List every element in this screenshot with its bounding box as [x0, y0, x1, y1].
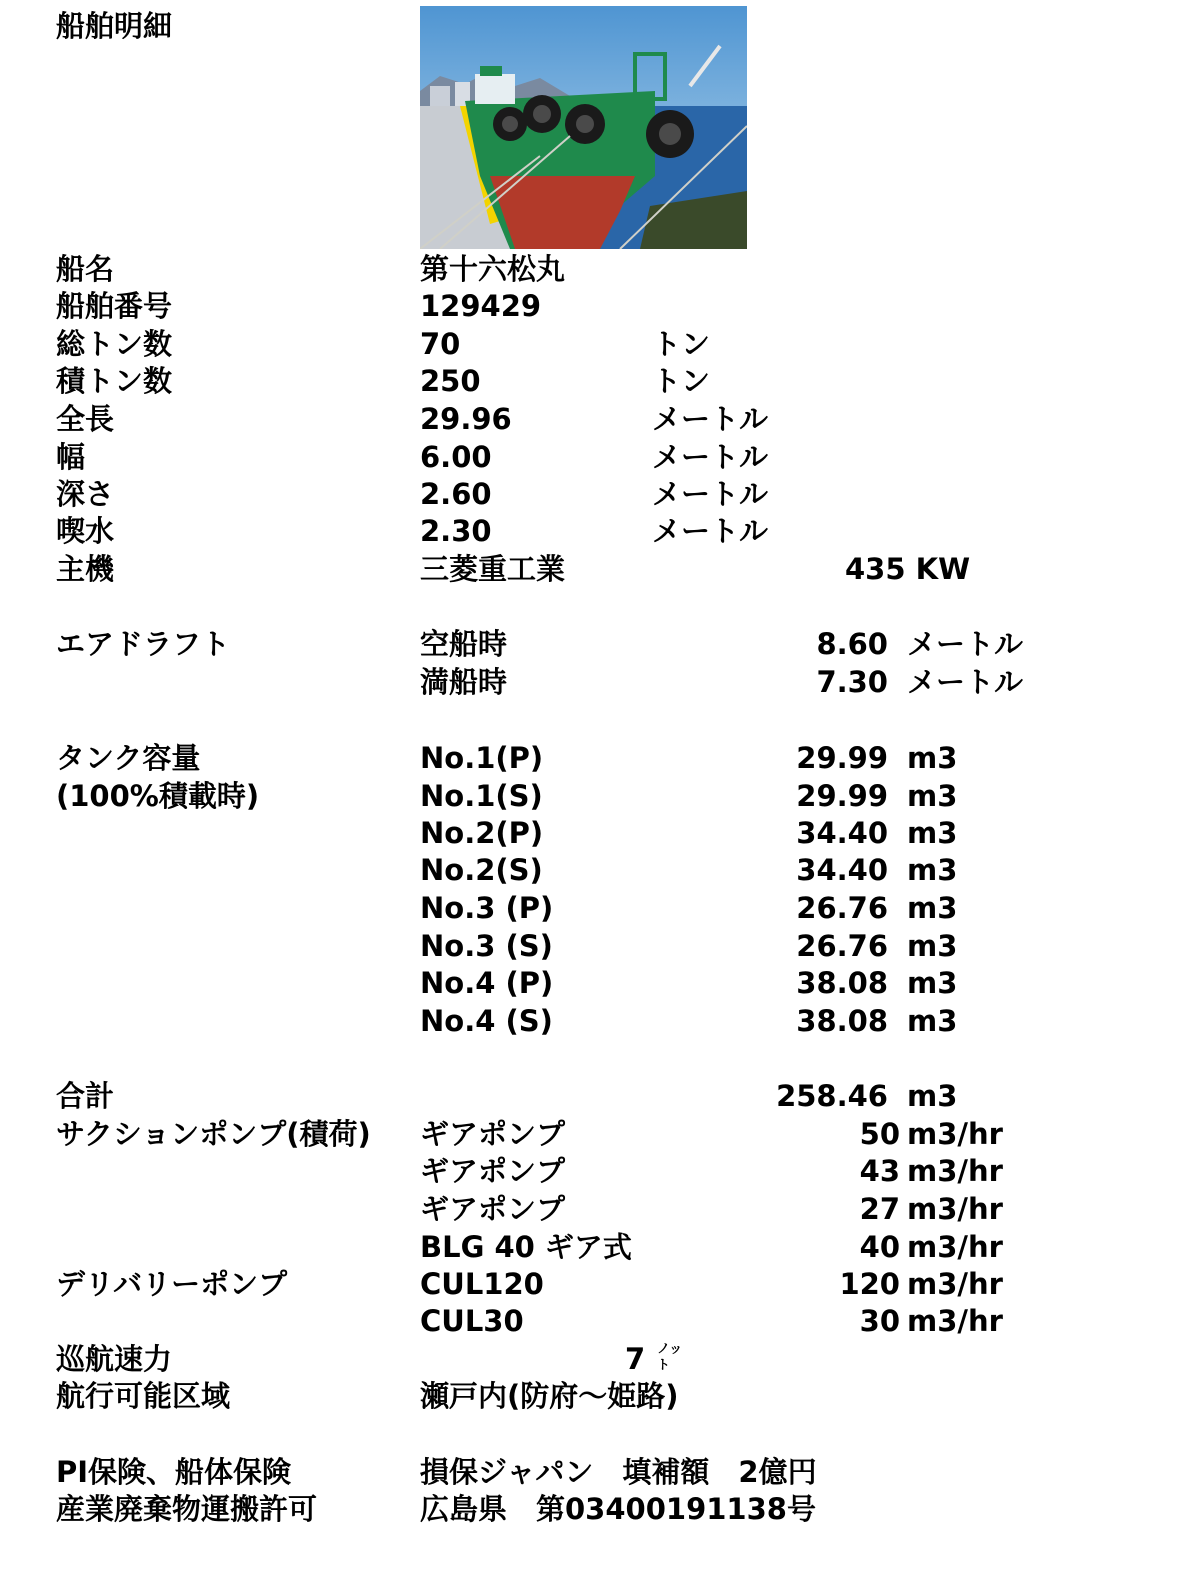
air-draft-unit: メートル: [907, 665, 1024, 699]
pump-unit: m3/hr: [907, 1192, 1003, 1226]
tank-name: No.1(S): [420, 779, 543, 813]
air-draft-condition: 満船時: [420, 665, 508, 699]
pump-type: BLG 40 ギア式: [420, 1230, 632, 1264]
tank-name: No.1(P): [420, 741, 544, 775]
pump-rate: 40: [859, 1230, 900, 1264]
breadth-value: 6.00: [420, 440, 492, 474]
cruise-speed-label: 巡航速力: [56, 1342, 173, 1376]
air-draft-unit: メートル: [907, 627, 1024, 661]
insurance-value: 損保ジャパン 填補額 2億円: [420, 1455, 817, 1489]
tank-unit: m3: [907, 891, 958, 925]
pump-unit: m3/hr: [907, 1304, 1003, 1338]
tank-name: No.3 (S): [420, 929, 553, 963]
air-draft-condition: 空船時: [420, 627, 508, 661]
gross-tonnage-unit: トン: [652, 327, 711, 361]
tank-name: No.2(S): [420, 853, 543, 887]
length-label: 全長: [56, 402, 115, 436]
waste-permit-label: 産業廃棄物運搬許可: [56, 1492, 318, 1526]
depth-label: 深さ: [56, 477, 115, 511]
tank-unit: m3: [907, 816, 958, 850]
pump-rate: 43: [859, 1154, 900, 1188]
pump-unit: m3/hr: [907, 1117, 1003, 1151]
tank-value: 29.99: [796, 741, 888, 775]
tank-unit: m3: [907, 779, 958, 813]
pump-type: ギアポンプ: [420, 1117, 566, 1151]
breadth-unit: メートル: [652, 440, 769, 474]
pump-unit: m3/hr: [907, 1267, 1003, 1301]
draft-value: 2.30: [420, 514, 492, 548]
pump-unit: m3/hr: [907, 1230, 1003, 1264]
ship-name-label: 船名: [56, 252, 115, 286]
tank-name: No.2(P): [420, 816, 544, 850]
ship-photo: [420, 6, 747, 249]
tank-unit: m3: [907, 853, 958, 887]
length-value: 29.96: [420, 402, 512, 436]
total-label: 合計: [56, 1079, 115, 1113]
page-title: 船舶明細: [56, 9, 173, 43]
ship-name-value: 第十六松丸: [420, 252, 566, 286]
breadth-label: 幅: [56, 440, 86, 474]
load-tonnage-label: 積トン数: [56, 364, 173, 398]
tank-value: 34.40: [796, 816, 888, 850]
insurance-label: PI保険、船体保険: [56, 1455, 292, 1489]
cruise-speed-unit-top: ノッ: [657, 1342, 683, 1357]
air-draft-label: エアドラフト: [56, 627, 231, 661]
pump-type: CUL120: [420, 1267, 544, 1301]
tank-value: 26.76: [796, 891, 888, 925]
draft-label: 喫水: [56, 514, 115, 548]
pump-rate: 120: [839, 1267, 900, 1301]
waste-permit-value: 広島県 第03400191138号: [420, 1492, 816, 1526]
pump-unit: m3/hr: [907, 1154, 1003, 1188]
navigable-area-label: 航行可能区域: [56, 1379, 231, 1413]
gross-tonnage-value: 70: [420, 327, 461, 361]
tank-name: No.4 (S): [420, 1004, 553, 1038]
tank-value: 34.40: [796, 853, 888, 887]
pump-rate: 30: [859, 1304, 900, 1338]
pump-rate: 50: [859, 1117, 900, 1151]
total-value: 258.46: [776, 1079, 888, 1113]
engine-power: 435 KW: [845, 552, 971, 586]
pump-type: ギアポンプ: [420, 1154, 566, 1188]
tank-value: 29.99: [796, 779, 888, 813]
pump-type: CUL30: [420, 1304, 524, 1338]
engine-maker: 三菱重工業: [420, 552, 566, 586]
depth-value: 2.60: [420, 477, 492, 511]
draft-unit: メートル: [652, 514, 769, 548]
ship-number-value: 129429: [420, 289, 542, 323]
tank-unit: m3: [907, 929, 958, 963]
air-draft-value: 7.30: [816, 665, 888, 699]
navigable-area-value: 瀬戸内(防府～姫路): [420, 1379, 679, 1413]
pump-type: ギアポンプ: [420, 1192, 566, 1226]
tank-capacity-sublabel: (100%積載時): [56, 779, 260, 813]
ship-number-label: 船舶番号: [56, 289, 173, 323]
tank-unit: m3: [907, 966, 958, 1000]
tank-name: No.4 (P): [420, 966, 554, 1000]
cruise-speed-unit-bottom: ト: [657, 1358, 671, 1373]
pump-rate: 27: [859, 1192, 900, 1226]
tank-value: 38.08: [796, 1004, 888, 1038]
tank-value: 26.76: [796, 929, 888, 963]
tank-capacity-label: タンク容量: [56, 741, 201, 775]
total-unit: m3: [907, 1079, 958, 1113]
gross-tonnage-label: 総トン数: [56, 327, 173, 361]
delivery-pump-label: デリバリーポンプ: [56, 1267, 288, 1301]
air-draft-value: 8.60: [816, 627, 888, 661]
engine-label: 主機: [56, 552, 115, 586]
load-tonnage-unit: トン: [652, 364, 711, 398]
length-unit: メートル: [652, 402, 769, 436]
suction-pump-label: サクションポンプ(積荷): [56, 1117, 371, 1151]
cruise-speed-value: 7: [625, 1342, 646, 1376]
tank-unit: m3: [907, 1004, 958, 1038]
load-tonnage-value: 250: [420, 364, 481, 398]
tank-value: 38.08: [796, 966, 888, 1000]
depth-unit: メートル: [652, 477, 769, 511]
tank-name: No.3 (P): [420, 891, 554, 925]
ship-illustration: [420, 6, 747, 249]
tank-unit: m3: [907, 741, 958, 775]
